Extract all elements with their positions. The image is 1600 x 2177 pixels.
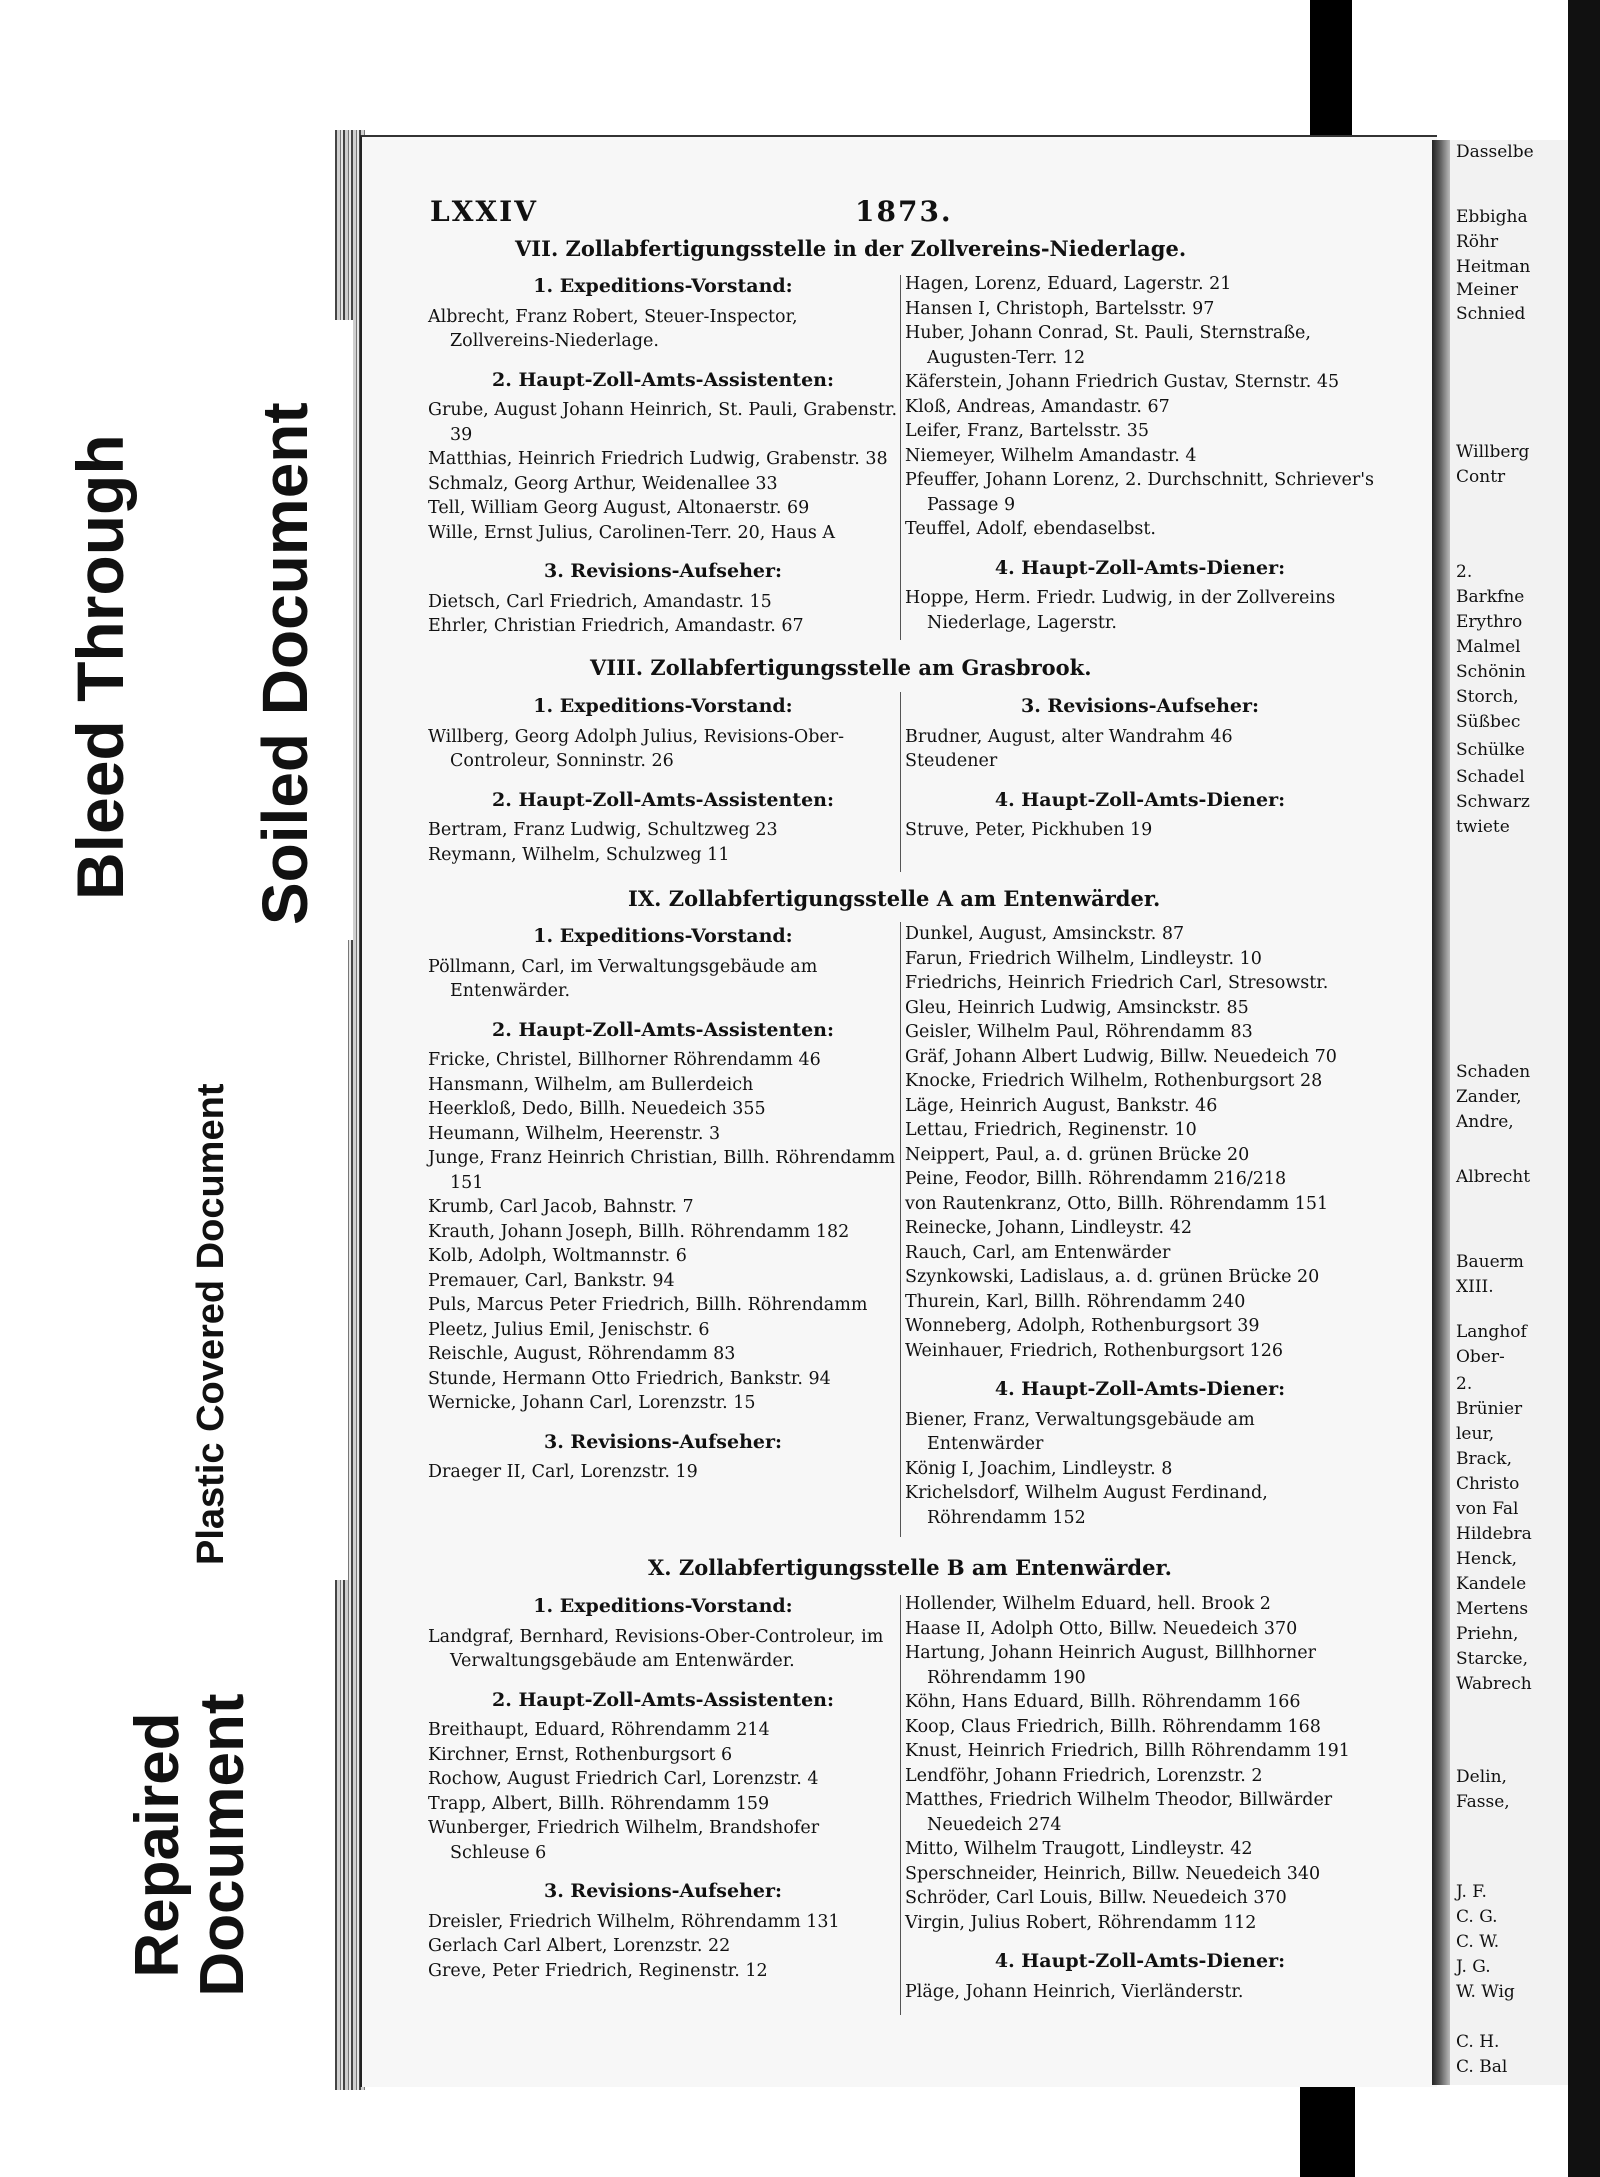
directory-entry: Rochow, August Friedrich Carl, Lorenzstr. 4 — [428, 1769, 819, 1789]
directory-entry: Haase II, Adolph Otto, Billw. Neuedeich 370 — [905, 1618, 1298, 1639]
directory-entry: Virgin, Julius Robert, Röhrendamm 112 — [905, 1912, 1257, 1933]
section-title-viii: VIII. Zollabfertigungsstelle am Grasbrook. — [590, 655, 1092, 680]
spacer — [428, 1416, 898, 1428]
label-plastic-covered: Plastic Covered Document — [190, 1083, 232, 1565]
directory-entry: Neippert, Paul, a. d. grünen Brücke 20 — [905, 1144, 1250, 1165]
next-page-text: C. H. — [1456, 2032, 1500, 2052]
directory-entry: Heerkloß, Dedo, Billh. Neuedeich 355 — [428, 1099, 766, 1119]
next-page-text: Malmel — [1456, 637, 1521, 657]
directory-entry: Trapp, Albert, Billh. Röhrendamm 159 — [428, 1793, 770, 1814]
next-page-text: Meiner — [1456, 280, 1519, 300]
spacer — [428, 1865, 898, 1877]
label-soiled-document: Soiled Document — [249, 402, 321, 925]
next-page-text: Andre, — [1456, 1112, 1514, 1132]
directory-entry: Leifer, Franz, Bartelsstr. 35 — [905, 421, 1150, 441]
next-page-text: Schönin — [1456, 662, 1526, 682]
next-page-text: C. W. — [1456, 1932, 1500, 1952]
next-page-text: Mertens — [1456, 1599, 1529, 1619]
next-page-text: Schwarz — [1456, 792, 1530, 812]
scan-border-top — [1310, 0, 1352, 135]
next-page-text: Langhof — [1456, 1322, 1527, 1342]
directory-entry: Reinecke, Johann, Lindleystr. 42 — [905, 1218, 1192, 1238]
next-page-text: J. F. — [1456, 1882, 1487, 1902]
subsection-heading: 4. Haupt-Zoll-Amts-Diener: — [994, 556, 1286, 579]
next-page-text: Christo — [1456, 1474, 1520, 1494]
column-divider-viii — [900, 692, 901, 872]
directory-entry: Läge, Heinrich August, Bankstr. 46 — [905, 1095, 1218, 1116]
directory-entry: Teuffel, Adolf, ebendaselbst. — [905, 519, 1156, 539]
directory-entry: Knocke, Friedrich Wilhelm, Rothenburgsort 28 — [905, 1071, 1323, 1091]
directory-entry: Käferstein, Johann Friedrich Gustav, Sternstr. 45 — [905, 372, 1340, 392]
next-page-text: Delin, — [1456, 1767, 1507, 1787]
next-page-text: leur, — [1456, 1424, 1495, 1444]
directory-entry: Schröder, Carl Louis, Billw. Neuedeich 370 — [905, 1888, 1287, 1908]
directory-entry: Pfeuffer, Johann Lorenz, 2. Durchschnitt, Schriever's Passage 9 — [905, 470, 1374, 515]
subsection-heading: 2. Haupt-Zoll-Amts-Assistenten: — [492, 1688, 834, 1711]
next-page-fragment — [1450, 140, 1568, 2085]
section-x-right-column — [905, 1592, 1375, 2004]
directory-entry: Landgraf, Bernhard, Revisions-Ober-Controleur, im Verwaltungsgebäude am Entenwärder. — [428, 1626, 884, 1671]
directory-entry: Biener, Franz, Verwaltungsgebäude am Entenwärder — [905, 1409, 1255, 1454]
section-title-ix: IX. Zollabfertigungsstelle A am Entenwärder. — [628, 886, 1161, 911]
directory-entry: Sperschneider, Heinrich, Billw. Neuedeich 340 — [905, 1863, 1321, 1884]
directory-entry: Reymann, Wilhelm, Schulzweg 11 — [428, 844, 730, 865]
directory-entry: Reischle, August, Röhrendamm 83 — [428, 1344, 736, 1364]
directory-entry: Stunde, Hermann Otto Friedrich, Bankstr. 94 — [428, 1368, 831, 1389]
section-viii-right-column — [905, 692, 1375, 843]
directory-entry: Albrecht, Franz Robert, Steuer-Inspector, Zollvereins-Niederlage. — [428, 306, 798, 351]
next-page-text: Barkfne — [1456, 587, 1525, 607]
directory-entry: Heumann, Wilhelm, Heerenstr. 3 — [428, 1123, 721, 1144]
directory-entry: Tell, William Georg August, Altonaerstr. 69 — [428, 498, 810, 518]
next-page-text: Bauerm — [1456, 1252, 1524, 1272]
directory-entry: Wonneberg, Adolph, Rothenburgsort 39 — [905, 1316, 1260, 1336]
page-year: 1873. — [855, 195, 953, 228]
directory-entry: Krumb, Carl Jacob, Bahnstr. 7 — [428, 1197, 694, 1217]
section-viii-left-column — [428, 692, 898, 867]
spacer — [428, 774, 898, 786]
directory-entry: Junge, Franz Heinrich Christian, Billh. Röhrendamm 151 — [428, 1148, 896, 1193]
directory-entry: Rauch, Carl, am Entenwärder — [905, 1242, 1171, 1263]
column-divider-vii — [900, 275, 901, 640]
spacer — [905, 1935, 1375, 1947]
directory-entry: Niemeyer, Wilhelm Amandastr. 4 — [905, 445, 1197, 466]
subsection-heading: 1. Expeditions-Vorstand: — [533, 695, 793, 717]
next-page-text: Schnied — [1456, 304, 1526, 324]
section-title-vii: VII. Zollabfertigungsstelle in der Zollvereins-Niederlage. — [515, 236, 1187, 261]
section-x-left-column — [428, 1592, 898, 1983]
spacer — [428, 354, 898, 366]
section-ix-left-column — [428, 922, 898, 1485]
directory-entry: Gerlach Carl Albert, Lorenzstr. 22 — [428, 1936, 731, 1956]
subsection-heading: 1. Expeditions-Vorstand: — [533, 1595, 793, 1617]
label-bleed-through: Bleed Through — [63, 434, 137, 900]
section-title-x: X. Zollabfertigungsstelle B am Entenwärder. — [648, 1555, 1172, 1580]
spacer — [428, 1674, 898, 1686]
directory-entry: Willberg, Georg Adolph Julius, Revisions-Ober-Controleur, Sonninstr. 26 — [428, 726, 845, 771]
next-page-text: W. Wig — [1456, 1982, 1515, 2002]
directory-entry: Knust, Heinrich Friedrich, Billh Röhrendamm 191 — [905, 1741, 1350, 1761]
directory-entry: Hollender, Wilhelm Eduard, hell. Brook 2 — [905, 1594, 1271, 1614]
page-number: LXXIV — [430, 195, 538, 228]
next-page-text: Zander, — [1456, 1087, 1522, 1107]
next-page-text: Brünier — [1456, 1399, 1523, 1419]
subsection-heading: 3. Revisions-Aufseher: — [543, 560, 782, 582]
directory-entry: Hansmann, Wilhelm, am Bullerdeich — [428, 1074, 754, 1095]
directory-entry: Lettau, Friedrich, Reginenstr. 10 — [905, 1120, 1197, 1140]
next-page-text: Albrecht — [1456, 1167, 1531, 1187]
subsection-heading: 2. Haupt-Zoll-Amts-Assistenten: — [492, 1018, 834, 1041]
subsection-heading: 1. Expeditions-Vorstand: — [533, 925, 793, 947]
next-page-text: Röhr — [1456, 232, 1499, 252]
subsection-heading: 3. Revisions-Aufseher: — [543, 1430, 782, 1453]
directory-entry: Kolb, Adolph, Woltmannstr. 6 — [428, 1246, 687, 1266]
directory-entry: Lendföhr, Johann Friedrich, Lorenzstr. 2 — [905, 1765, 1263, 1786]
next-page-text: Brack, — [1456, 1449, 1512, 1469]
next-page-text: Storch, — [1456, 687, 1519, 707]
directory-entry: Hansen I, Christoph, Bartelsstr. 97 — [905, 298, 1215, 319]
next-page-text: Schaden — [1456, 1062, 1531, 1082]
section-ix-right-column — [905, 922, 1375, 1530]
directory-entry: Pläge, Johann Heinrich, Vierländerstr. — [905, 1981, 1244, 2002]
directory-entry: von Rautenkranz, Otto, Billh. Röhrendamm 151 — [905, 1193, 1329, 1214]
next-page-text: twiete — [1456, 817, 1510, 837]
next-page-text: Schülke — [1456, 740, 1525, 760]
directory-entry: Dreisler, Friedrich Wilhelm, Röhrendamm 131 — [428, 1911, 840, 1932]
directory-entry: Krichelsdorf, Wilhelm August Ferdinand, Röhrendamm 152 — [905, 1483, 1268, 1528]
directory-entry: Hartung, Johann Heinrich August, Billhhorner Röhrendamm 190 — [905, 1643, 1317, 1688]
directory-entry: Matthias, Heinrich Friedrich Ludwig, Grabenstr. 38 — [428, 449, 888, 469]
directory-entry: Koop, Claus Friedrich, Billh. Röhrendamm 168 — [905, 1716, 1321, 1737]
directory-entry: Mitto, Wilhelm Traugott, Lindleystr. 42 — [905, 1839, 1253, 1859]
directory-entry: Gleu, Heinrich Ludwig, Amsinckstr. 85 — [905, 997, 1249, 1018]
directory-entry: Fricke, Christel, Billhorner Röhrendamm 46 — [428, 1050, 821, 1070]
directory-entry: Brudner, August, alter Wandrahm 46 — [905, 726, 1233, 747]
next-page-text: XIII. — [1456, 1277, 1494, 1297]
directory-entry: Kloß, Andreas, Amandastr. 67 — [905, 396, 1170, 417]
directory-entry: Gräf, Johann Albert Ludwig, Billw. Neuedeich 70 — [905, 1046, 1337, 1067]
directory-entry: Steudener — [905, 751, 998, 771]
next-page-text: C. G. — [1456, 1907, 1498, 1927]
subsection-heading: 1. Expeditions-Vorstand: — [533, 275, 793, 297]
subsection-heading: 4. Haupt-Zoll-Amts-Diener: — [994, 1378, 1286, 1400]
book-gutter — [1432, 140, 1450, 2085]
next-page-text: Schadel — [1456, 767, 1525, 787]
next-page-text: Ebbigha — [1456, 207, 1528, 227]
section-vii-right-column — [905, 272, 1375, 635]
directory-entry: Peine, Feodor, Billh. Röhrendamm 216/218 — [905, 1169, 1287, 1189]
directory-entry: Matthes, Friedrich Wilhelm Theodor, Billwärder Neuedeich 274 — [905, 1790, 1333, 1835]
directory-entry: Krauth, Johann Joseph, Billh. Röhrendamm 182 — [428, 1221, 850, 1242]
spacer — [905, 1363, 1375, 1375]
subsection-heading: 2. Haupt-Zoll-Amts-Assistenten: — [492, 788, 834, 811]
next-page-text: Erythro — [1456, 612, 1523, 632]
directory-entry: Premauer, Carl, Bankstr. 94 — [428, 1270, 675, 1291]
next-page-text: J. G. — [1456, 1957, 1491, 1977]
directory-entry: Szynkowski, Ladislaus, a. d. grünen Brücke 20 — [905, 1267, 1320, 1287]
directory-entry: Puls, Marcus Peter Friedrich, Billh. Röhrendamm — [428, 1295, 868, 1315]
label-repaired-document — [123, 1650, 258, 2040]
directory-entry: Schmalz, Georg Arthur, Weidenallee 33 — [428, 473, 778, 494]
next-page-text: Priehn, — [1456, 1624, 1519, 1644]
next-page-text: Wabrech — [1456, 1674, 1532, 1694]
section-vii-left-column — [428, 272, 898, 639]
directory-entry: Friedrichs, Heinrich Friedrich Carl, Stresowstr. — [905, 973, 1329, 993]
subsection-heading: 4. Haupt-Zoll-Amts-Diener: — [994, 788, 1286, 811]
next-page-text: Süßbec — [1456, 712, 1521, 732]
directory-entry: Köhn, Hans Eduard, Billh. Röhrendamm 166 — [905, 1692, 1301, 1712]
next-page-text: Kandele — [1456, 1574, 1527, 1594]
directory-entry: Struve, Peter, Pickhuben 19 — [905, 820, 1153, 840]
column-divider-x — [900, 1595, 901, 2015]
next-page-text: Fasse, — [1456, 1792, 1510, 1812]
next-page-text: von Fal — [1456, 1499, 1519, 1519]
directory-entry: Dunkel, August, Amsinckstr. 87 — [905, 924, 1185, 944]
next-page-text: Starcke, — [1456, 1649, 1529, 1669]
next-page-text: 2. — [1456, 1374, 1473, 1394]
next-page-text: 2. — [1456, 562, 1473, 582]
spacer — [428, 1004, 898, 1016]
next-page-text: Willberg — [1456, 442, 1530, 462]
directory-entry: Weinhauer, Friedrich, Rothenburgsort 126 — [905, 1340, 1284, 1361]
spacer — [905, 774, 1375, 786]
next-page-text: C. Bal — [1456, 2057, 1508, 2077]
directory-entry: Wunberger, Friedrich Wilhelm, Brandshofer Schleuse 6 — [428, 1818, 820, 1863]
directory-entry: Pleetz, Julius Emil, Jenischstr. 6 — [428, 1319, 710, 1340]
directory-entry: Wernicke, Johann Carl, Lorenzstr. 15 — [428, 1393, 756, 1413]
next-page-text: Dasselbe — [1456, 142, 1534, 162]
spacer — [428, 545, 898, 557]
next-page-text: Ober- — [1456, 1347, 1505, 1367]
directory-entry: Greve, Peter Friedrich, Reginenstr. 12 — [428, 1960, 768, 1981]
next-page-text: Contr — [1456, 467, 1506, 487]
directory-entry: Thurein, Karl, Billh. Röhrendamm 240 — [905, 1291, 1246, 1312]
spacer — [905, 542, 1375, 554]
subsection-heading: 2. Haupt-Zoll-Amts-Assistenten: — [492, 368, 834, 391]
subsection-heading: 3. Revisions-Aufseher: — [1020, 695, 1259, 717]
directory-entry: Grube, August Johann Heinrich, St. Pauli, Grabenstr. 39 — [428, 400, 898, 445]
directory-entry: Hoppe, Herm. Friedr. Ludwig, in der Zollvereins Niederlage, Lagerstr. — [905, 588, 1336, 633]
directory-entry: Bertram, Franz Ludwig, Schultzweg 23 — [428, 820, 778, 840]
directory-entry: Dietsch, Carl Friedrich, Amandastr. 15 — [428, 591, 772, 612]
column-divider-ix — [900, 922, 901, 1537]
scan-border-right — [1568, 0, 1600, 2177]
directory-entry: Geisler, Wilhelm Paul, Röhrendamm 83 — [905, 1022, 1253, 1042]
subsection-heading: 4. Haupt-Zoll-Amts-Diener: — [994, 1950, 1286, 1972]
directory-entry: Ehrler, Christian Friedrich, Amandastr. 67 — [428, 616, 804, 636]
directory-entry: Pöllmann, Carl, im Verwaltungsgebäude am Entenwärder. — [428, 956, 818, 1001]
directory-entry: Draeger II, Carl, Lorenzstr. 19 — [428, 1462, 698, 1482]
directory-entry: Kirchner, Ernst, Rothenburgsort 6 — [428, 1744, 733, 1765]
directory-entry: Wille, Ernst Julius, Carolinen-Terr. 20, Haus A — [428, 522, 836, 543]
directory-entry: Huber, Johann Conrad, St. Pauli, Sternstraße, Augusten-Terr. 12 — [905, 323, 1311, 368]
label-repaired-line2: Document — [188, 1693, 258, 1997]
directory-entry: Breithaupt, Eduard, Röhrendamm 214 — [428, 1720, 770, 1740]
directory-entry: Hagen, Lorenz, Eduard, Lagerstr. 21 — [905, 274, 1232, 294]
next-page-text: Heitman — [1456, 257, 1531, 277]
next-page-text: Henck, — [1456, 1549, 1518, 1569]
directory-entry: König I, Joachim, Lindleystr. 8 — [905, 1458, 1173, 1479]
subsection-heading: 3. Revisions-Aufseher: — [543, 1880, 782, 1902]
label-repaired-line1: Repaired — [123, 1712, 192, 1978]
next-page-text: Hildebra — [1456, 1524, 1532, 1544]
directory-entry: Farun, Friedrich Wilhelm, Lindleystr. 10 — [905, 948, 1262, 969]
